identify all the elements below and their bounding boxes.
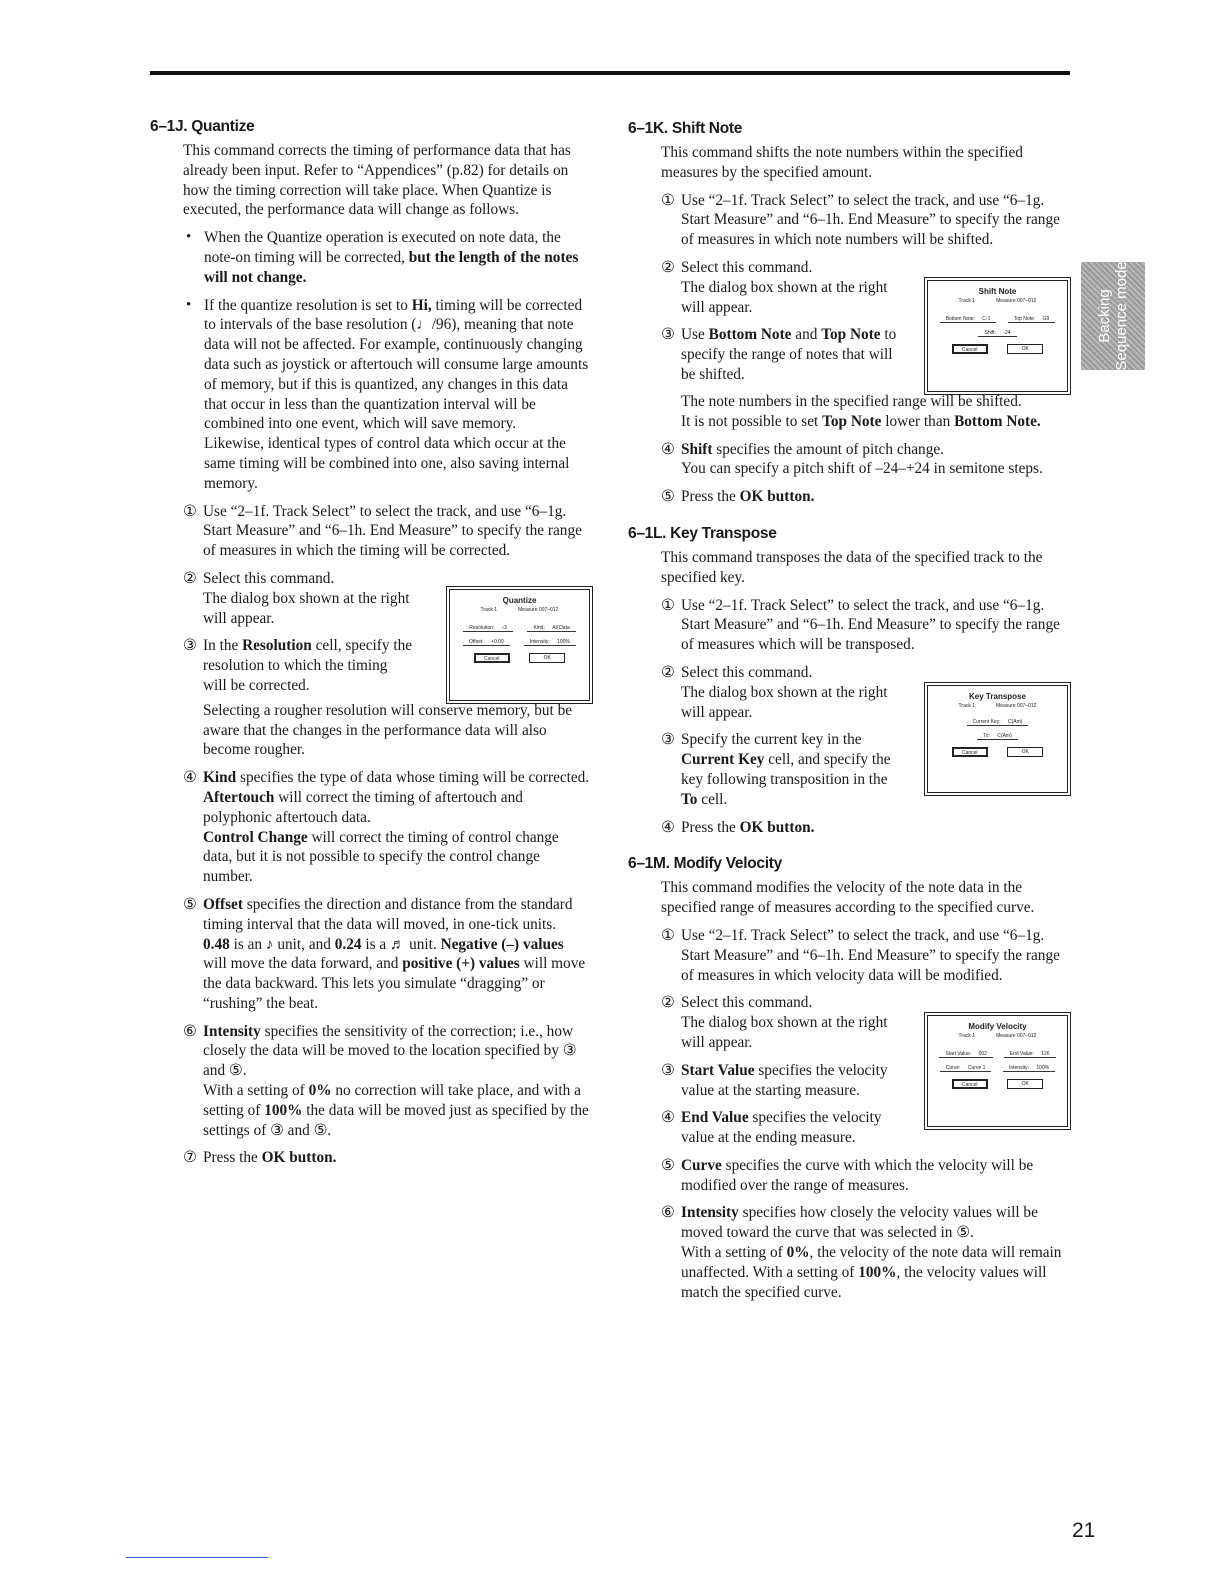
field-value: -24 xyxy=(1000,330,1013,337)
right-column xyxy=(628,120,1068,1302)
step-text: the data will be moved just as specified by the settings of ③ and ⑤. xyxy=(203,1101,589,1139)
step-text: Press the xyxy=(681,488,740,506)
field-value: G9 xyxy=(1040,316,1053,323)
shift-note-step-3 xyxy=(661,325,906,384)
step-text: lower than xyxy=(881,412,955,430)
dialog-subtitle xyxy=(928,1033,1067,1039)
step-text: Use “2–1f. Track Select” to select the track, and use “6–1g. Start Measure” and “6–1h. End Measure” to specify the range of measures which will be transposed. xyxy=(681,596,1060,654)
step-text: Curve xyxy=(681,1156,722,1174)
dialog-buttons xyxy=(928,747,1067,757)
measure-label: Measure 007–012 xyxy=(996,702,1037,709)
modify-velocity-step-5 xyxy=(661,1156,1068,1196)
dialog-title: Quantize xyxy=(502,595,537,605)
track-label: Track 1 xyxy=(958,297,976,304)
step-text: 100% xyxy=(264,1101,303,1119)
step-number: ⑥ xyxy=(661,1204,675,1222)
step-text: will correct the timing of control change data, but it is not possible to specify the control change number. xyxy=(203,828,559,886)
step-number: ③ xyxy=(661,731,675,749)
step-text: In the xyxy=(203,637,243,655)
end-value-field[interactable] xyxy=(1004,1051,1056,1058)
quantize-step-3 xyxy=(183,636,413,695)
field-value: 002 xyxy=(976,1051,990,1058)
field-value: 100% xyxy=(1033,1065,1052,1072)
step-text: Offset xyxy=(203,895,243,913)
offset-field[interactable] xyxy=(463,639,510,646)
quantize-dialog-row xyxy=(183,589,590,701)
step-text: specifies the curve with which the velocity will be modified over the range of measures. xyxy=(681,1156,1034,1194)
quantize-step-4 xyxy=(183,768,590,887)
step-text: Press the xyxy=(681,818,740,836)
step-text: With a setting of xyxy=(203,1082,309,1100)
key-transpose-heading: 6–1L. Key Transpose xyxy=(628,524,777,542)
cancel-button[interactable]: Cancel xyxy=(952,747,988,757)
key-transpose-step-2 xyxy=(661,663,1068,810)
bullet-text: When the Quantize operation is executed on note data, the note-on timing will be corrected, xyxy=(204,229,561,266)
step-number: ② xyxy=(661,994,675,1012)
step-number: ① xyxy=(183,502,197,520)
step-text: specifies how closely the velocity values will be moved toward the curve that was selected in ⑤. xyxy=(681,1204,1038,1242)
quantize-heading: 6–1J. Quantize xyxy=(150,118,255,135)
step-text: and xyxy=(791,326,822,344)
field-label: Start Value: xyxy=(942,1051,974,1058)
step-text: Current Key xyxy=(681,751,765,769)
step-text: , the velocity values will match the specified curve. xyxy=(681,1263,1047,1301)
modify-velocity-step-2 xyxy=(661,993,1068,1148)
field-label: Shift: xyxy=(981,330,998,337)
step-text: Select this command. xyxy=(203,569,335,587)
step-number: ⑤ xyxy=(183,895,197,913)
step-number: ① xyxy=(661,191,675,209)
shift-note-dialog xyxy=(927,280,1068,392)
step-text: Intensity xyxy=(203,1022,261,1040)
bullet-text: If the quantize resolution is set to xyxy=(204,296,412,314)
dialog-row xyxy=(928,330,1067,337)
track-label: Track 1 xyxy=(958,1033,976,1040)
quantize-step-1 xyxy=(183,502,590,561)
page-number: 21 xyxy=(1072,1519,1096,1542)
step-text: Resolution xyxy=(242,637,312,655)
field-value: 126 xyxy=(1038,1051,1052,1058)
step-text: Use “2–1f. Track Select” to select the track, and use “6–1g. Start Measure” and “6–1h. End Measure” to specify the range of measures in which the timing will be corrected. xyxy=(203,502,582,560)
section-side-tab xyxy=(1081,262,1145,370)
dialog-row xyxy=(928,1051,1067,1058)
step-text: Kind xyxy=(203,769,237,787)
step-text: Use “2–1f. Track Select” to select the track, and use “6–1g. Start Measure” and “6–1h. End Measure” to specify the range of measures in which velocity data will be modified. xyxy=(681,926,1060,984)
step-text: specifies the sensitivity of the correction; i.e., how closely the data will be moved to the location specified by ③ and ⑤. xyxy=(203,1022,577,1080)
field-label: To: xyxy=(980,733,993,740)
key-transpose-dialog xyxy=(927,685,1068,793)
step-text: Start Value xyxy=(681,1061,755,1079)
step-text: Press the xyxy=(203,1149,262,1167)
dialog-buttons xyxy=(928,344,1067,354)
dialog-row xyxy=(450,625,589,632)
modify-velocity-step-6 xyxy=(661,1203,1068,1302)
dialog-buttons xyxy=(928,1079,1067,1089)
step-text: End Value xyxy=(681,1109,749,1127)
step-text: The dialog box shown at the right will appear. xyxy=(681,683,888,721)
field-value: All Data xyxy=(549,625,573,632)
field-value: +0.00 xyxy=(488,639,507,646)
quantize-bullets xyxy=(183,228,590,493)
field-label: Bottom Note: xyxy=(943,316,978,323)
step-text: no correction will take place, and with a setting of xyxy=(203,1082,581,1119)
step-text: Select this command. xyxy=(681,994,813,1012)
modify-velocity-heading: 6–1M. Modify Velocity xyxy=(628,855,782,873)
shift-note-heading: 6–1K. Shift Note xyxy=(628,120,743,137)
shift-note-step-1 xyxy=(661,191,1068,250)
field-label: Resolution: xyxy=(466,625,497,632)
ok-button[interactable]: OK xyxy=(529,653,565,663)
track-label: Track 1 xyxy=(480,606,498,613)
bullet-text: Likewise, identical types of control data which occur at the same timing will be combined into one, also saving internal memory. xyxy=(204,435,570,492)
quantize-step-6 xyxy=(183,1022,590,1141)
ok-button[interactable]: OK xyxy=(1007,344,1043,354)
field-value: Curve 1 xyxy=(965,1065,989,1072)
cancel-button[interactable]: Cancel xyxy=(952,1079,988,1089)
step-number: ④ xyxy=(661,440,675,458)
step-text: cell. xyxy=(697,790,728,808)
step-text: Specify the current key in the xyxy=(681,731,862,749)
step-text: positive (+) values xyxy=(402,955,520,973)
step-text: The note numbers in the specified range will be shifted. xyxy=(681,392,1022,410)
top-rule xyxy=(150,71,1070,75)
dialog-subtitle xyxy=(450,607,589,613)
top-note-field[interactable] xyxy=(1008,316,1055,323)
step-text: Bottom Note xyxy=(708,326,792,344)
bottom-rule xyxy=(126,1557,268,1558)
key-transpose-step-1 xyxy=(661,596,1068,655)
step-text: will correct the timing of aftertouch and polyphonic aftertouch data. xyxy=(203,788,523,826)
dialog-title: Modify Velocity xyxy=(968,1022,1027,1032)
dialog-buttons xyxy=(450,653,589,663)
dialog-title: Shift Note xyxy=(978,286,1017,296)
curve-field[interactable] xyxy=(940,1065,992,1072)
shift-note-step-2 xyxy=(661,258,1068,432)
measure-label: Measure 007–012 xyxy=(518,606,559,613)
dialog-subtitle xyxy=(928,298,1067,304)
step-number: ② xyxy=(661,258,675,276)
dialog-title: Key Transpose xyxy=(969,691,1026,701)
step-number: ① xyxy=(661,596,675,614)
field-label: Intensity: xyxy=(1006,1065,1032,1072)
step-text: It is not possible to set xyxy=(681,412,823,430)
field-value: C-1 xyxy=(979,316,993,323)
step-text: will move the data forward, and xyxy=(203,955,403,973)
step-number: ③ xyxy=(661,1061,675,1079)
step-text: Select this command. xyxy=(681,258,813,276)
step-text: , the velocity of the note data will remain unaffected. With a setting of xyxy=(681,1244,1062,1281)
field-label: Intensity: xyxy=(527,639,553,646)
key-transpose-step-4 xyxy=(661,818,1068,838)
field-label: Top Note: xyxy=(1011,316,1038,323)
shift-field[interactable] xyxy=(978,330,1016,337)
modify-velocity-dialog-row xyxy=(661,993,1068,1148)
kind-field[interactable] xyxy=(527,625,575,632)
step-text: specifies the amount of pitch change. xyxy=(712,440,944,458)
step-text: to specify the range of notes that will be shifted. xyxy=(681,326,897,383)
bottom-note-field[interactable] xyxy=(940,316,997,323)
step-number: ⑤ xyxy=(661,488,675,506)
quantize-bullet-2 xyxy=(183,296,590,494)
step-text: specifies the direction and distance from the standard timing interval that the data will moved, in one-tick units. xyxy=(203,895,573,933)
step-text: OK button. xyxy=(261,1149,337,1167)
step-text: Use “2–1f. Track Select” to select the track, and use “6–1g. Start Measure” and “6–1h. End Measure” to specify the range of measures in which note numbers will be shifted. xyxy=(681,191,1060,249)
step-number: ① xyxy=(661,926,675,944)
modify-velocity-step-3 xyxy=(661,1061,906,1101)
step-text: cell, specify the resolution to which the timing will be corrected. xyxy=(203,637,413,694)
dialog-row xyxy=(928,316,1067,323)
step-text: Use xyxy=(681,326,709,344)
step-number: ③ xyxy=(183,637,197,655)
step-number: ⑥ xyxy=(183,1022,197,1040)
cancel-button[interactable]: Cancel xyxy=(952,344,988,354)
side-tab-label: Backing Sequence mode xyxy=(1096,261,1130,371)
step-text: is a ♬ unit. xyxy=(361,935,441,953)
field-label: Curve: xyxy=(943,1065,964,1072)
step-number: ④ xyxy=(661,1109,675,1127)
step-text: Control Change xyxy=(203,828,308,846)
step-text: OK button. xyxy=(739,818,815,836)
field-value: ♪3 xyxy=(499,625,510,632)
field-label: Offset: xyxy=(466,639,487,646)
step-text: will move the data backward. This lets you simulate “dragging” or “rushing” the beat. xyxy=(203,955,586,1012)
step-text: Selecting a rougher resolution will conserve memory, but be aware that the changes in the performance data will also become rougher. xyxy=(203,701,573,759)
step-text: 100% xyxy=(858,1263,897,1281)
start-value-field[interactable] xyxy=(939,1051,993,1058)
step-text: You can specify a pitch shift of –24–+24 in semitone steps. xyxy=(681,460,1043,478)
key-transpose-dialog-row xyxy=(661,663,1068,810)
step-number: ⑦ xyxy=(183,1149,197,1167)
quantize-step-7 xyxy=(183,1148,590,1168)
current-key-field[interactable] xyxy=(967,719,1029,726)
step-text: Top Note xyxy=(821,326,881,344)
step-number: ④ xyxy=(183,769,197,787)
key-transpose-step-3 xyxy=(661,730,906,809)
shift-note-intro: This command shifts the note numbers within the specified measures by the specified amount. xyxy=(661,144,1023,181)
cancel-button[interactable]: Cancel xyxy=(474,653,510,663)
shift-note-dialog-row xyxy=(661,258,1068,392)
key-transpose-intro: This command transposes the data of the specified track to the specified key. xyxy=(661,548,1043,586)
step-text: 0.24 xyxy=(334,935,362,953)
step-text: 0.48 xyxy=(203,935,230,953)
dialog-row xyxy=(928,733,1067,740)
bullet-text: timing will be corrected to intervals of the base resolution (♩/96), meaning that note data will not be affected. For example, continuously changing data such as joystick or aftertouch will consume large amounts of memory, but if this is quantized, any changes in this data that occur in less than the quantization interval will be combined into one event, which will save memory. xyxy=(204,296,589,433)
step-text: specifies the velocity value at the starting measure. xyxy=(681,1061,888,1099)
intensity-field[interactable] xyxy=(1003,1065,1055,1072)
step-text: 0% xyxy=(786,1244,810,1262)
step-number: ③ xyxy=(661,326,675,344)
step-text: The dialog box shown at the right will appear. xyxy=(681,278,888,316)
field-value: C(Am) xyxy=(994,733,1014,740)
field-value: 100% xyxy=(554,639,573,646)
dialog-subtitle xyxy=(928,703,1067,709)
step-text: Bottom Note. xyxy=(954,412,1041,430)
left-column xyxy=(150,118,590,1168)
modify-velocity-intro: This command modifies the velocity of the note data in the specified range of measures according to the specified curve. xyxy=(661,879,1035,917)
quantize-dialog xyxy=(449,589,590,701)
step-text: To xyxy=(681,790,698,808)
quantize-bullet-1 xyxy=(183,228,590,287)
step-text: Negative (–) values xyxy=(440,935,564,953)
step-text: Top Note xyxy=(822,412,882,430)
ok-button[interactable]: OK xyxy=(1007,1079,1043,1089)
field-label: Kind: xyxy=(530,625,547,632)
measure-label: Measure 007–012 xyxy=(996,297,1037,304)
bullet-text: but the length of the notes will not change. xyxy=(204,248,579,286)
step-text: is an ♪ unit, and xyxy=(229,935,335,953)
step-text: specifies the type of data whose timing will be corrected. xyxy=(236,769,590,787)
resolution-field[interactable] xyxy=(463,625,513,632)
step-text: Shift xyxy=(681,440,713,458)
measure-label: Measure 007–012 xyxy=(996,1033,1037,1040)
step-number: ④ xyxy=(661,818,675,836)
bullet-text: Hi, xyxy=(411,296,432,314)
step-text: OK button. xyxy=(739,488,815,506)
quantize-intro: This command corrects the timing of performance data that has already been input. Refer to “Appendices” (p.82) for details on how the timing correction will take place. When Quantize is executed, the performance data will change as follows. xyxy=(183,142,571,219)
field-label: Current Key: xyxy=(970,719,1004,726)
modify-velocity-step-4 xyxy=(661,1108,906,1148)
step-text: The dialog box shown at the right will appear. xyxy=(681,1014,888,1051)
step-text: 0% xyxy=(308,1082,332,1100)
dialog-row xyxy=(928,1065,1067,1072)
field-label: End Value: xyxy=(1007,1051,1037,1058)
step-text: The dialog box shown at the right will appear. xyxy=(203,589,410,627)
step-number: ② xyxy=(183,569,197,587)
intensity-field[interactable] xyxy=(524,639,576,646)
step-text: Select this command. xyxy=(681,663,813,681)
step-text: Intensity xyxy=(681,1204,739,1222)
step-text: specifies the velocity value at the ending measure. xyxy=(681,1109,882,1147)
quantize-step-2 xyxy=(183,569,590,760)
step-number: ⑤ xyxy=(661,1156,675,1174)
ok-button[interactable]: OK xyxy=(1007,747,1043,757)
shift-note-step-4 xyxy=(661,440,1068,480)
shift-note-step-5 xyxy=(661,487,1068,507)
step-text: With a setting of xyxy=(681,1244,787,1262)
step-text: cell, and specify the key following transposition in the xyxy=(681,751,891,788)
step-text: Aftertouch xyxy=(203,788,275,806)
dialog-row xyxy=(450,639,589,646)
track-label: Track 1 xyxy=(958,702,976,709)
to-key-field[interactable] xyxy=(977,733,1018,740)
modify-velocity-dialog xyxy=(927,1015,1068,1127)
dialog-row xyxy=(928,719,1067,726)
quantize-step-5 xyxy=(183,895,590,1014)
field-value: C(Am) xyxy=(1005,719,1025,726)
modify-velocity-step-1 xyxy=(661,926,1068,985)
step-number: ② xyxy=(661,663,675,681)
